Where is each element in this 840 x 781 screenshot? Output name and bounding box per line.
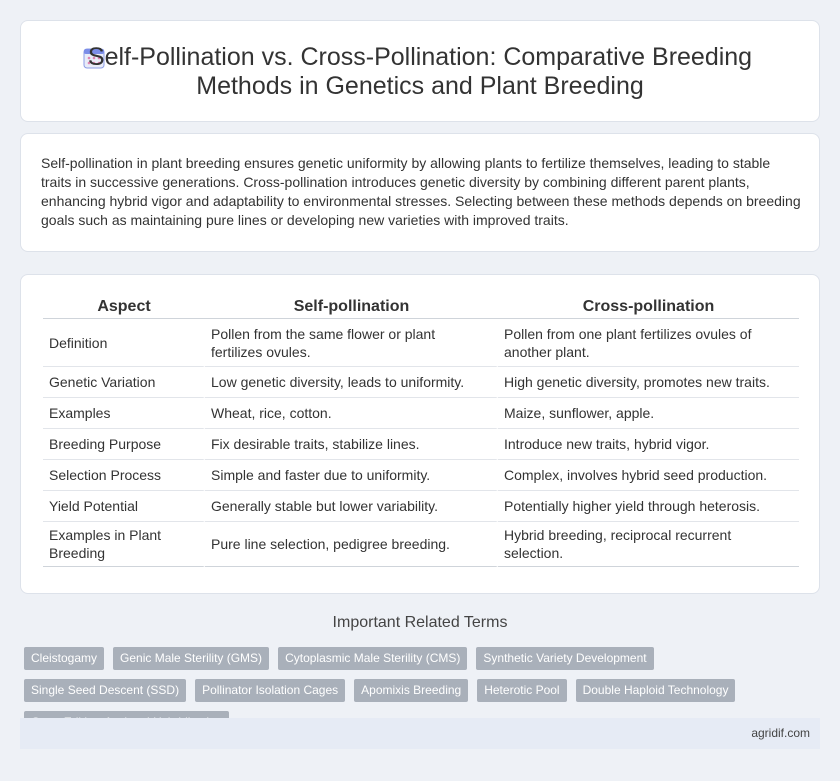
intro-card [20, 133, 820, 252]
column-header-aspect: Aspect [43, 296, 205, 319]
comparison-table-card [20, 274, 820, 594]
page-title: Self-Pollination vs. Cross-Pollination: Comparative Breeding Methods in Genetics and Plant Breeding [87, 43, 753, 100]
table-cell: Fix desirable traits, stabilize lines. [205, 429, 498, 460]
table-row [43, 491, 799, 522]
related-term-tag[interactable]: Cleistogamy [24, 647, 104, 670]
comparison-table [43, 296, 799, 567]
table-cell: Hybrid breeding, reciprocal recurrent selection. [498, 522, 799, 567]
table-cell: High genetic diversity, promotes new traits. [498, 367, 799, 398]
table-cell: Pollen from the same flower or plant fertilizes ovules. [205, 319, 498, 367]
related-term-tag[interactable]: Double Haploid Technology [576, 679, 736, 702]
related-term-tag[interactable]: Synthetic Variety Development [476, 647, 653, 670]
table-row [43, 367, 799, 398]
table-cell: Complex, involves hybrid seed production. [498, 460, 799, 491]
table-cell: Pollen from one plant fertilizes ovules of another plant. [498, 319, 799, 367]
intro-paragraph: Self-pollination in plant breeding ensures genetic uniformity by allowing plants to fertilize themselves, leading to stable traits in successive generations. Cross-pollination introduces genetic diversity by combining different parent plants, enhancing hybrid vigor and adaptability to environmental stresses. Selecting between these methods depends on breeding goals such as maintaining pure lines or developing new varieties with improved traits. [41, 155, 801, 228]
column-header-self-pollination: Self-pollination [205, 296, 498, 319]
table-cell: Introduce new traits, hybrid vigor. [498, 429, 799, 460]
table-header-row [43, 296, 799, 319]
table-cell: Breeding Purpose [43, 429, 205, 460]
related-term-tag[interactable]: Apomixis Breeding [354, 679, 468, 702]
related-terms-heading: Important Related Terms [332, 614, 508, 631]
table-cell: Examples in Plant Breeding [43, 522, 205, 567]
table-row [43, 522, 799, 567]
related-term-tag[interactable]: Cytoplasmic Male Sterility (CMS) [278, 647, 467, 670]
table-cell: Low genetic diversity, leads to uniformity. [205, 367, 498, 398]
column-header-cross-pollination: Cross-pollination [498, 296, 799, 319]
table-cell: Pure line selection, pedigree breeding. [205, 522, 498, 567]
footer-site-link[interactable]: agridif.com [751, 726, 810, 740]
table-cell: Examples [43, 398, 205, 429]
table-cell: Selection Process [43, 460, 205, 491]
table-cell: Genetic Variation [43, 367, 205, 398]
table-cell: Generally stable but lower variability. [205, 491, 498, 522]
related-term-tag[interactable]: Pollinator Isolation Cages [195, 679, 345, 702]
related-term-tag[interactable]: Single Seed Descent (SSD) [24, 679, 186, 702]
table-cell: Simple and faster due to uniformity. [205, 460, 498, 491]
footer-bar [20, 718, 820, 749]
table-cell: Potentially higher yield through heterosis. [498, 491, 799, 522]
table-cell: Wheat, rice, cotton. [205, 398, 498, 429]
table-row [43, 460, 799, 491]
header-card [20, 20, 820, 122]
related-term-tag[interactable]: Heterotic Pool [477, 679, 566, 702]
table-cell: Definition [43, 319, 205, 367]
table-cell: Maize, sunflower, apple. [498, 398, 799, 429]
table-row [43, 398, 799, 429]
table-cell: Yield Potential [43, 491, 205, 522]
table-row [43, 429, 799, 460]
related-term-tag[interactable]: Genic Male Sterility (GMS) [113, 647, 269, 670]
table-row [43, 319, 799, 367]
